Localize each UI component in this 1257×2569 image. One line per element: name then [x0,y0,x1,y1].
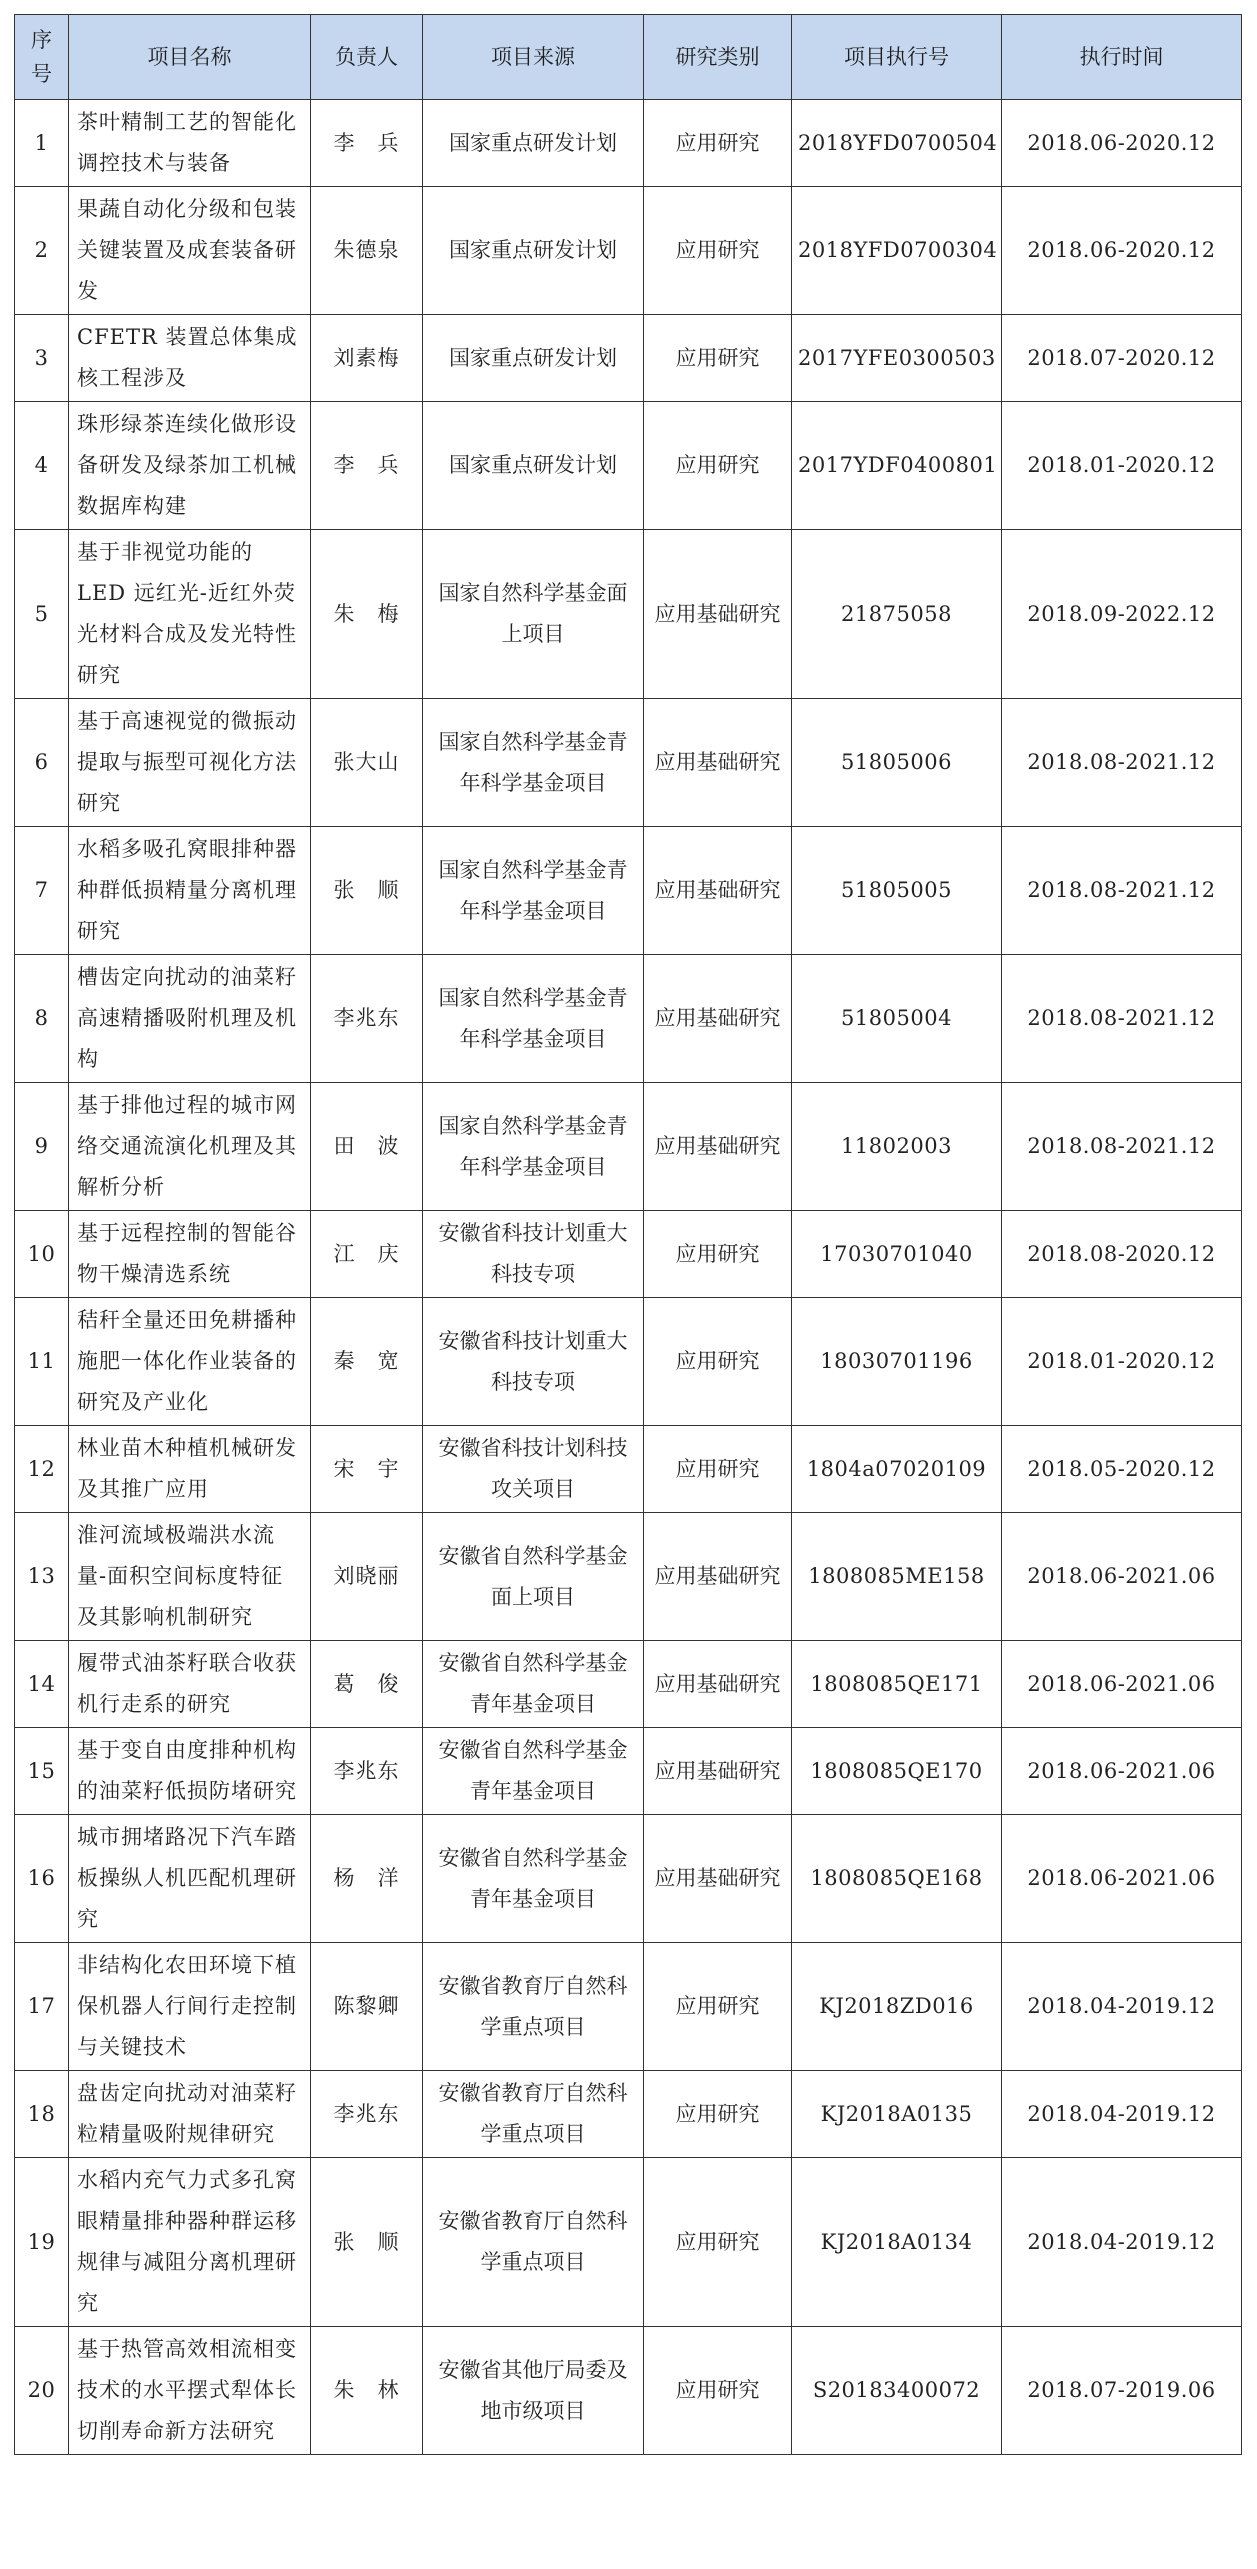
table-row [15,187,1242,315]
cell-category: 应用研究 [644,187,792,315]
cell-source: 国家自然科学基金青年科学基金项目 [423,827,644,955]
table-row [15,2327,1242,2455]
cell-no: 10 [15,1211,69,1298]
header-period: 执行时间 [1002,15,1242,100]
cell-source: 安徽省自然科学基金青年基金项目 [423,1815,644,1943]
cell-principal: 江 庆 [311,1211,423,1298]
cell-source: 国家重点研发计划 [423,187,644,315]
cell-principal: 葛 俊 [311,1641,423,1728]
cell-no: 13 [15,1513,69,1641]
table-row [15,530,1242,699]
cell-code: 1804a07020109 [792,1426,1002,1513]
cell-category: 应用基础研究 [644,1815,792,1943]
cell-no: 3 [15,315,69,402]
cell-no: 2 [15,187,69,315]
cell-source: 安徽省科技计划重大科技专项 [423,1211,644,1298]
cell-project-name: 基于排他过程的城市网络交通流演化机理及其解析分析 [69,1083,311,1211]
cell-period: 2018.06-2021.06 [1002,1815,1242,1943]
cell-project-name: 水稻内充气力式多孔窝眼精量排种器种群运移规律与减阻分离机理研究 [69,2158,311,2327]
cell-category: 应用基础研究 [644,955,792,1083]
table-row [15,100,1242,187]
cell-category: 应用基础研究 [644,1728,792,1815]
cell-no: 9 [15,1083,69,1211]
cell-code: 2018YFD0700504 [792,100,1002,187]
cell-category: 应用研究 [644,1426,792,1513]
header-source: 项目来源 [423,15,644,100]
table-row [15,1211,1242,1298]
cell-no: 11 [15,1298,69,1426]
cell-project-name: 林业苗木种植机械研发及其推广应用 [69,1426,311,1513]
cell-no: 6 [15,699,69,827]
cell-period: 2018.01-2020.12 [1002,1298,1242,1426]
cell-no: 17 [15,1943,69,2071]
cell-period: 2018.07-2019.06 [1002,2327,1242,2455]
cell-code: 51805004 [792,955,1002,1083]
cell-project-name: 基于热管高效相流相变技术的水平摆式犁体长切削寿命新方法研究 [69,2327,311,2455]
project-table [14,14,1242,2455]
cell-source: 安徽省教育厅自然科学重点项目 [423,1943,644,2071]
cell-period: 2018.06-2020.12 [1002,187,1242,315]
cell-principal: 李兆东 [311,2071,423,2158]
header-name: 项目名称 [69,15,311,100]
cell-no: 15 [15,1728,69,1815]
cell-code: 17030701040 [792,1211,1002,1298]
cell-principal: 张 顺 [311,827,423,955]
cell-source: 国家自然科学基金青年科学基金项目 [423,699,644,827]
cell-code: 51805005 [792,827,1002,955]
cell-source: 国家自然科学基金面上项目 [423,530,644,699]
cell-code: S20183400072 [792,2327,1002,2455]
cell-code: 1808085ME158 [792,1513,1002,1641]
table-row [15,2158,1242,2327]
cell-period: 2018.08-2020.12 [1002,1211,1242,1298]
cell-period: 2018.08-2021.12 [1002,699,1242,827]
cell-source: 安徽省教育厅自然科学重点项目 [423,2071,644,2158]
cell-code: 11802003 [792,1083,1002,1211]
cell-category: 应用研究 [644,100,792,187]
cell-project-name: 基于远程控制的智能谷物干燥清选系统 [69,1211,311,1298]
cell-code: 1808085QE170 [792,1728,1002,1815]
cell-principal: 李兆东 [311,1728,423,1815]
cell-code: 2018YFD0700304 [792,187,1002,315]
cell-principal: 朱德泉 [311,187,423,315]
cell-principal: 秦 宽 [311,1298,423,1426]
cell-source: 国家自然科学基金青年科学基金项目 [423,1083,644,1211]
cell-principal: 朱 梅 [311,530,423,699]
cell-code: 2017YDF0400801 [792,402,1002,530]
cell-source: 安徽省科技计划科技攻关项目 [423,1426,644,1513]
cell-category: 应用基础研究 [644,1513,792,1641]
cell-no: 14 [15,1641,69,1728]
cell-no: 7 [15,827,69,955]
cell-source: 国家重点研发计划 [423,402,644,530]
cell-category: 应用研究 [644,315,792,402]
cell-principal: 张 顺 [311,2158,423,2327]
cell-no: 19 [15,2158,69,2327]
table-row [15,827,1242,955]
cell-no: 12 [15,1426,69,1513]
cell-category: 应用研究 [644,2071,792,2158]
cell-principal: 田 波 [311,1083,423,1211]
table-header-row [15,15,1242,100]
cell-principal: 朱 林 [311,2327,423,2455]
table-row [15,699,1242,827]
cell-category: 应用研究 [644,402,792,530]
cell-period: 2018.05-2020.12 [1002,1426,1242,1513]
cell-period: 2018.06-2020.12 [1002,100,1242,187]
cell-source: 安徽省其他厅局委及地市级项目 [423,2327,644,2455]
cell-source: 安徽省自然科学基金青年基金项目 [423,1641,644,1728]
table-row [15,1426,1242,1513]
cell-period: 2018.04-2019.12 [1002,2071,1242,2158]
cell-category: 应用研究 [644,1943,792,2071]
cell-no: 5 [15,530,69,699]
cell-project-name: 盘齿定向扰动对油菜籽粒精量吸附规律研究 [69,2071,311,2158]
table-row [15,2071,1242,2158]
cell-period: 2018.08-2021.12 [1002,1083,1242,1211]
table-row [15,1815,1242,1943]
header-no: 序号 [15,15,69,100]
cell-category: 应用基础研究 [644,1083,792,1211]
cell-no: 18 [15,2071,69,2158]
cell-principal: 李兆东 [311,955,423,1083]
header-pm: 负责人 [311,15,423,100]
cell-principal: 陈黎卿 [311,1943,423,2071]
cell-source: 国家自然科学基金青年科学基金项目 [423,955,644,1083]
cell-project-name: 基于高速视觉的微振动提取与振型可视化方法研究 [69,699,311,827]
cell-project-name: CFETR 装置总体集成核工程涉及 [69,315,311,402]
cell-category: 应用基础研究 [644,699,792,827]
cell-period: 2018.06-2021.06 [1002,1641,1242,1728]
cell-period: 2018.06-2021.06 [1002,1728,1242,1815]
cell-source: 安徽省自然科学基金面上项目 [423,1513,644,1641]
cell-code: 21875058 [792,530,1002,699]
cell-project-name: 非结构化农田环境下植保机器人行间行走控制与关键技术 [69,1943,311,2071]
cell-code: 2017YFE0300503 [792,315,1002,402]
cell-period: 2018.01-2020.12 [1002,402,1242,530]
cell-no: 8 [15,955,69,1083]
cell-category: 应用基础研究 [644,530,792,699]
cell-code: 1808085QE171 [792,1641,1002,1728]
cell-project-name: 履带式油茶籽联合收获机行走系的研究 [69,1641,311,1728]
cell-period: 2018.04-2019.12 [1002,1943,1242,2071]
cell-principal: 张大山 [311,699,423,827]
cell-project-name: 秸秆全量还田免耕播种施肥一体化作业装备的研究及产业化 [69,1298,311,1426]
cell-source: 安徽省教育厅自然科学重点项目 [423,2158,644,2327]
cell-period: 2018.07-2020.12 [1002,315,1242,402]
cell-principal: 宋 宇 [311,1426,423,1513]
cell-code: 51805006 [792,699,1002,827]
cell-source: 国家重点研发计划 [423,315,644,402]
table-row [15,1728,1242,1815]
cell-principal: 李 兵 [311,402,423,530]
table-row [15,1513,1242,1641]
cell-code: KJ2018A0134 [792,2158,1002,2327]
cell-no: 16 [15,1815,69,1943]
cell-category: 应用研究 [644,2158,792,2327]
header-category: 研究类别 [644,15,792,100]
cell-category: 应用基础研究 [644,1641,792,1728]
cell-category: 应用研究 [644,2327,792,2455]
cell-principal: 刘晓丽 [311,1513,423,1641]
table-row [15,1641,1242,1728]
cell-source: 安徽省自然科学基金青年基金项目 [423,1728,644,1815]
cell-code: KJ2018ZD016 [792,1943,1002,2071]
cell-project-name: 槽齿定向扰动的油菜籽高速精播吸附机理及机构 [69,955,311,1083]
table-row [15,402,1242,530]
cell-no: 1 [15,100,69,187]
cell-source: 国家重点研发计划 [423,100,644,187]
cell-period: 2018.04-2019.12 [1002,2158,1242,2327]
project-table-container [14,14,1242,2455]
cell-project-name: 果蔬自动化分级和包装关键装置及成套装备研发 [69,187,311,315]
cell-code: 1808085QE168 [792,1815,1002,1943]
cell-period: 2018.09-2022.12 [1002,530,1242,699]
table-row [15,1083,1242,1211]
cell-principal: 杨 洋 [311,1815,423,1943]
cell-category: 应用基础研究 [644,827,792,955]
table-row [15,315,1242,402]
cell-principal: 刘素梅 [311,315,423,402]
cell-project-name: 城市拥堵路况下汽车踏板操纵人机匹配机理研究 [69,1815,311,1943]
header-code: 项目执行号 [792,15,1002,100]
cell-period: 2018.08-2021.12 [1002,827,1242,955]
cell-code: KJ2018A0135 [792,2071,1002,2158]
cell-category: 应用研究 [644,1298,792,1426]
cell-project-name: 珠形绿茶连续化做形设备研发及绿茶加工机械数据库构建 [69,402,311,530]
cell-code: 18030701196 [792,1298,1002,1426]
cell-project-name: 茶叶精制工艺的智能化调控技术与装备 [69,100,311,187]
table-row [15,955,1242,1083]
table-row [15,1298,1242,1426]
cell-source: 安徽省科技计划重大科技专项 [423,1298,644,1426]
cell-project-name: 水稻多吸孔窝眼排种器种群低损精量分离机理研究 [69,827,311,955]
cell-period: 2018.08-2021.12 [1002,955,1242,1083]
cell-project-name: 基于变自由度排种机构的油菜籽低损防堵研究 [69,1728,311,1815]
table-body [15,100,1242,2455]
cell-no: 4 [15,402,69,530]
cell-project-name: 淮河流域极端洪水流量-面积空间标度特征及其影响机制研究 [69,1513,311,1641]
cell-no: 20 [15,2327,69,2455]
cell-period: 2018.06-2021.06 [1002,1513,1242,1641]
cell-category: 应用研究 [644,1211,792,1298]
cell-principal: 李 兵 [311,100,423,187]
table-row [15,1943,1242,2071]
cell-project-name: 基于非视觉功能的LED 远红光-近红外荧光材料合成及发光特性研究 [69,530,311,699]
